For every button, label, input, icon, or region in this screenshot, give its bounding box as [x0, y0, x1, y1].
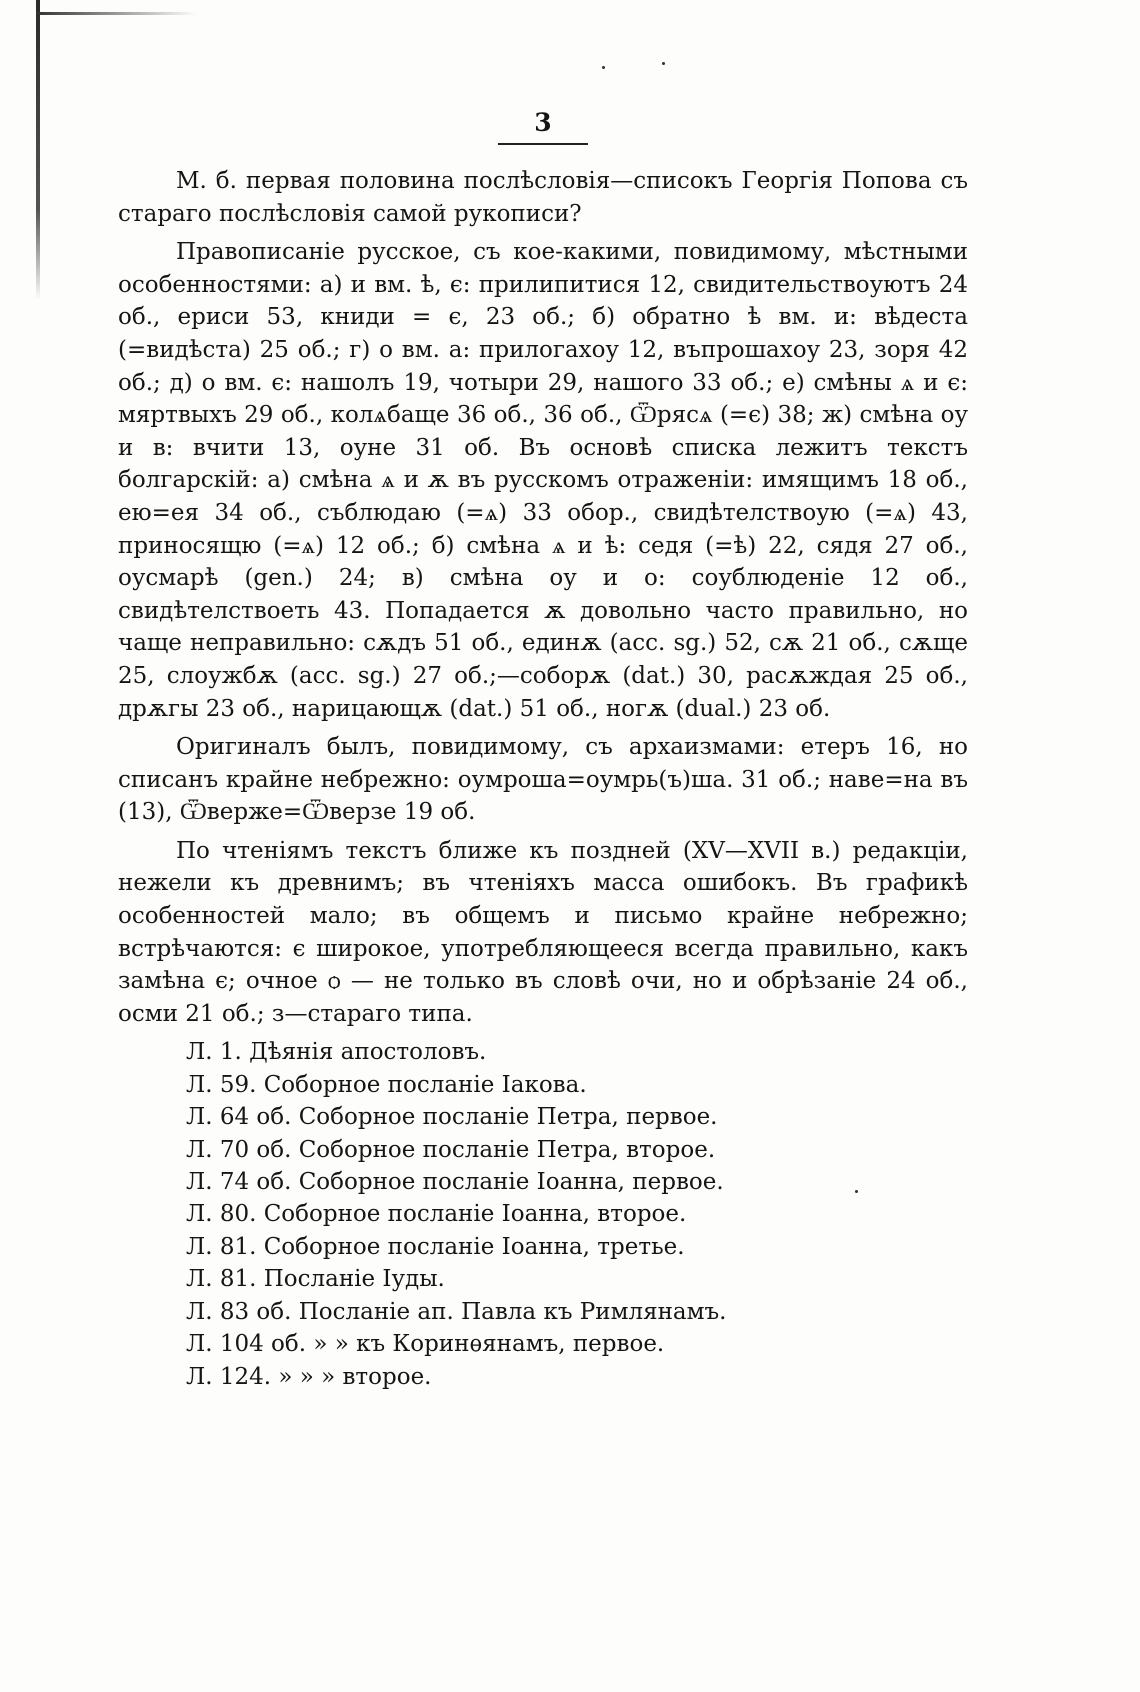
- contents-item: Л. 70 об. Соборное посланіе Петра, второе.: [186, 1136, 716, 1163]
- contents-item: Л. 81. Посланіе Іуды.: [186, 1266, 445, 1293]
- paragraph-readings: По чтеніямъ текстъ ближе къ поздней (XV—XVII в.) редакціи, нежели къ древнимъ; въ чтеніяхъ масса ошибокъ. Въ графикѣ особенностей мало; въ общемъ и письмо крайне небрежно; встрѣчаются: є широкое, употребляющееся всегда правильно, какъ замѣна є; очное ѻ — не только въ словѣ очи, но и обрѣзаніе 24 об., осми 21 об.; з—стараго типа.: [118, 837, 968, 1027]
- document-page: [118, 108, 968, 1393]
- paragraph-original: Оригиналъ былъ, повидимому, съ архаизмами: етеръ 16, но списанъ крайне небрежно: оумроша=оумрь(ъ)ша. 31 об.; наве=на въ (13), Ѿверже=Ѿверзе 19 об.: [118, 734, 968, 826]
- contents-item: Л. 124. » » » второе.: [186, 1363, 432, 1390]
- scan-speck: [662, 62, 665, 65]
- contents-item: Л. 80. Соборное посланіе Іоанна, второе.: [186, 1201, 687, 1228]
- scan-edge: [36, 0, 40, 300]
- contents-item: Л. 64 об. Соборное посланіе Петра, первое.: [186, 1104, 718, 1131]
- scan-speck: [602, 66, 605, 69]
- paragraph-orthography: Правописаніе русское, съ кое-какими, повидимому, мѣстными особенностями: а) и вм. ѣ, є: прилипитися 12, свидительствоуютъ 24 об., ериси 53, книди = є, 23 об.; б) обратно ѣ вм. и: вѣдеста (=видѣста) 25 об.; г) о вм. а: прилогахоу 12, въпрошахоу 23, зоря 42 об.; д) о вм. є: нашолъ 19, чотыри 29, нашого 33 об.; е) смѣны ѧ и є: мяртвыхъ 29 об., колѧбаще 36 об., 36 об., Ѿрясѧ (=є) 38; ж) смѣна оу и в: вчити 13, оуне 31 об. Въ основѣ списка лежитъ текстъ болгарскій: а) смѣна ѧ и ѫ въ русскомъ отраженіи: имящимъ 18 об., ею=ея 34 об., съблюдаю (=ѧ) 33 обор., свидѣтелствоую (=ѧ) 43, приносящю (=ѧ) 12 об.; б) смѣна ѧ и ѣ: седя (=ѣ) 22, сядя 27 об., оусмарѣ (gen.) 24; в) смѣна оу и о: соублюденіе 12 об., свидѣтелствоеть 43. Попадается ѫ довольно часто правильно, но чаще неправильно: сѫдъ 51 об., единѫ (acc. sg.) 52, сѫ 21 об., сѫще 25, слоужбѫ (acc. sg.) 27 об.;—соборѫ (dat.) 30, расѫждая 25 об., дрѫгы 23 об., нарицающѫ (dat.) 51 об., ногѫ (dual.) 23 об.: [118, 239, 968, 722]
- contents-item: Л. 74 об. Соборное посланіе Іоанна, первое.: [186, 1169, 724, 1196]
- contents-item: Л. 81. Соборное посланіе Іоанна, третье.: [186, 1233, 685, 1260]
- paragraph-afterword: М. б. первая половина послѣсловія—списокъ Георгія Попова съ стараго послѣсловія самой рукописи?: [118, 168, 968, 227]
- contents-item: Л. 104 об. » » къ Коринѳянамъ, первое.: [186, 1331, 665, 1358]
- page-number: 3: [498, 108, 588, 145]
- contents-item: Л. 1. Дѣянія апостоловъ.: [186, 1039, 487, 1066]
- scan-edge-top: [36, 12, 196, 15]
- contents-item: Л. 59. Соборное посланіе Іакова.: [186, 1071, 587, 1098]
- contents-list: [118, 1036, 968, 1392]
- contents-item: Л. 83 об. Посланіе ап. Павла къ Римлянамъ.: [186, 1298, 727, 1325]
